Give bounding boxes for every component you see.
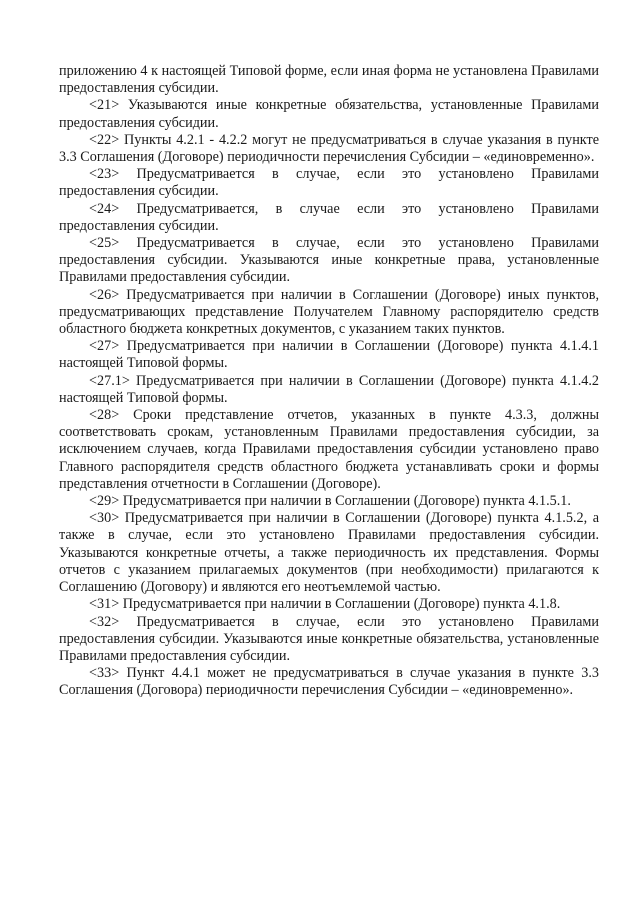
- document-body: [59, 63, 599, 700]
- footnote-31: <31> Предусматривается при наличии в Соглашении (Договоре) пункта 4.1.8.: [89, 596, 561, 613]
- footnote-28: <28> Сроки представление отчетов, указанных в пункте 4.3.3, должны соответствовать срокам, установленным Правилами предоставления субсидии, за исключением случаев, когда Правилами предоставления субсидии установлено право Главного распорядителя средств областного бюджета устанавливать сроки и формы представления отчетности в Соглашении (Договоре).: [59, 407, 599, 492]
- footnote-27-1: <27.1> Предусматривается при наличии в Соглашении (Договоре) пункта 4.1.4.2 настоящей Типовой формы.: [59, 372, 599, 406]
- footnote-30: <30> Предусматривается при наличии в Соглашении (Договоре) пункта 4.1.5.2, а также в случае, если это установлено Правилами предоставления субсидии. Указываются конкретные отчеты, а также периодичность их представления. Формы отчетов с указанием прилагаемых документов (при необходимости) прилагаются к Соглашению (Договору) и являются его неотъемлемой частью.: [59, 510, 599, 596]
- footnote-26: <26> Предусматривается при наличии в Соглашении (Договоре) иных пунктов, предусматривающих представление Получателем Главному распорядителю средств областного бюджета конкретных документов, с указанием таких пунктов.: [59, 286, 599, 338]
- footnote-33: <33> Пункт 4.4.1 может не предусматриваться в случае указания в пункте 3.3 Соглашения (Договора) периодичности перечисления Субсидии – «единовременно».: [59, 665, 599, 699]
- paragraph-continuation: приложению 4 к настоящей Типовой форме, если иная форма не установлена Правилами предоставления субсидии.: [59, 63, 599, 97]
- footnote-21: <21> Указываются иные конкретные обязательства, установленные Правилами предоставления субсидии.: [59, 97, 599, 131]
- footnote-25: <25> Предусматривается в случае, если это установлено Правилами предоставления субсидии. Указываются иные конкретные права, установленные Правилами предоставления субсидии.: [59, 235, 599, 286]
- footnote-29: <29> Предусматривается при наличии в Соглашении (Договоре) пункта 4.1.5.1.: [89, 493, 571, 510]
- footnote-24: <24> Предусматривается, в случае если это установлено Правилами предоставления субсидии.: [59, 200, 599, 234]
- footnote-22: <22> Пункты 4.2.1 - 4.2.2 могут не предусматриваться в случае указания в пункте 3.3 Соглашения (Договоре) периодичности перечисления Субсидии – «единовременно».: [59, 131, 599, 166]
- footnote-27: <27> Предусматривается при наличии в Соглашении (Договоре) пункта 4.1.4.1 настоящей Типовой формы.: [59, 338, 599, 372]
- footnote-23: <23> Предусматривается в случае, если это установлено Правилами предоставления субсидии.: [59, 166, 599, 200]
- footnote-32: <32> Предусматривается в случае, если это установлено Правилами предоставления субсидии. Указываются иные конкретные обязательства, установленные Правилами предоставления субсидии.: [59, 613, 599, 664]
